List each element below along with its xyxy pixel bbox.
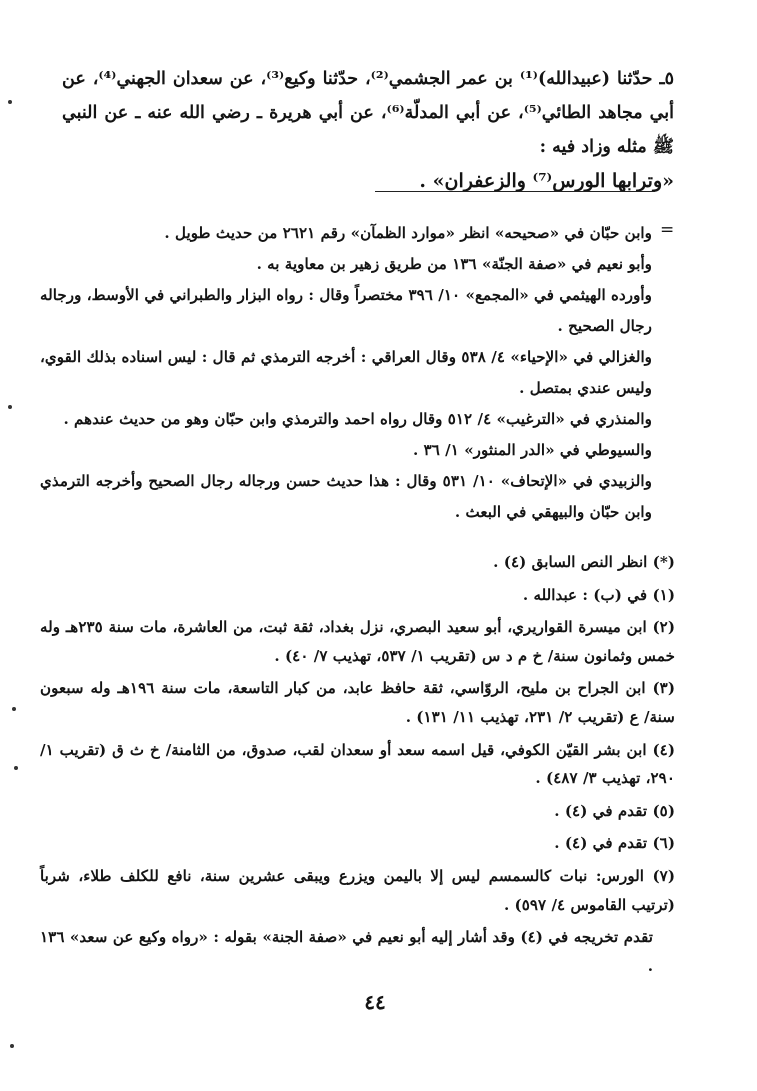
footnote: (٥) تقدم في (٤) . bbox=[554, 801, 675, 820]
footnote: (٢) ابن ميسرة القواريري، أبو سعيد البصري، نزل بغداد، ثقة ثبت، من العاشرة، مات سنة ٢٣٥هـ وله خمس وثمانون سنة/ خ م د س (تقريب ١/ ٥٣٧، تهذيب ٧/ ٤٠) . bbox=[40, 618, 675, 665]
hadith-text bbox=[62, 62, 674, 198]
footnote: (٣) ابن الجراح بن مليح، الروّاسي، ثقة حافظ عابد، من كبار التاسعة، مات سنة ١٩٦هـ وله سبعون سنة/ ع (تقريب ٢/ ٢٣١، تهذيب ١١/ ١٣١) . bbox=[40, 679, 675, 726]
footnote-separator bbox=[375, 191, 655, 192]
continued-footnote bbox=[40, 218, 652, 528]
footnote-line: والمنذري في «الترغيب» ٤/ ٥١٢ وقال رواه احمد والترمذي وابن حبّان وهو من حديث عندهم . bbox=[63, 410, 652, 428]
footnote-line: وابن حبّان في «صحيحه» انظر «موارد الظمآن» رقم ٢٦٢١ من حديث طويل . bbox=[164, 224, 652, 242]
page-number: ٤٤ bbox=[364, 990, 386, 1014]
footnote: (*) انظر النص السابق (٤) . bbox=[493, 553, 675, 571]
footnote-line: وأبو نعيم في «صفة الجنّة» ١٣٦ من طريق زهير بن معاوية به . bbox=[256, 255, 652, 273]
footnote: (١) في (ب) : عبدالله . bbox=[522, 585, 675, 604]
footnote: تقدم تخريجه في (٤) وقد أشار إليه أبو نعيم في «صفة الجنة» بقوله : «رواه وكيع عن سعد» ١٣٦ . bbox=[40, 928, 653, 975]
footnote: (٤) ابن بشر القيّن الكوفي، قيل اسمه سعد أو سعدان لقب، صدوق، من الثامنة/ خ ث ق (تقريب ١/ ٢٩٠، تهذيب ٣/ ٤٨٧) . bbox=[40, 740, 675, 788]
footnote-line: والسيوطي في «الدر المنثور» ١/ ٣٦ . bbox=[412, 441, 652, 459]
footnote-line: والزبيدي في «الإتحاف» ١٠/ ٥٣١ وقال : هذا حديث حسن ورجاله رجال الصحيح وأخرجه الترمذي وابن حبّان والبيهقي في البعث . bbox=[40, 472, 652, 521]
hadith-line: ٥ـ حدّثنا (عبيدالله)⁽¹⁾ بن عمر الجشمي⁽²⁾، حدّثنا وكيع⁽³⁾، عن سعدان الجهني⁽⁴⁾، عن أبي مجاهد الطائي⁽⁵⁾، عن أبي المدلّة⁽⁶⁾، عن أبي هريرة ـ رضي الله عنه ـ عن النبي ﷺ مثله وزاد فيه : bbox=[62, 69, 674, 157]
margin-mark bbox=[8, 405, 12, 409]
footnote: (٦) تقدم في (٤) . bbox=[554, 834, 675, 853]
margin-mark bbox=[12, 707, 16, 711]
margin-mark bbox=[14, 766, 18, 770]
margin-mark bbox=[8, 100, 12, 104]
hadith-line: «وترابها الورس⁽⁷⁾ والزعفران» . bbox=[419, 170, 674, 192]
footnote-line: والغزالي في «الإحياء» ٤/ ٥٣٨ وقال العراقي : أخرجه الترمذي ثم قال : ليس اسناده بذلك القوي، وليس عندي بمتصل . bbox=[40, 348, 653, 397]
margin-mark bbox=[10, 1044, 14, 1048]
footnotes bbox=[40, 548, 675, 984]
continuation-mark: = bbox=[660, 220, 675, 240]
footnote: (٧) الورس: نبات كالسمسم ليس إلا باليمن ويزرع ويبقى عشرين سنة، نافع للكلف طلاء، شرباً (ترتيب القاموس ٤/ ٥٩٧) . bbox=[40, 866, 675, 914]
footnote-line: وأورده الهيثمي في «المجمع» ١٠/ ٣٩٦ مختصراً وقال : رواه البزار والطبراني في الأوسط، ورجاله رجال الصحيح . bbox=[40, 286, 652, 335]
